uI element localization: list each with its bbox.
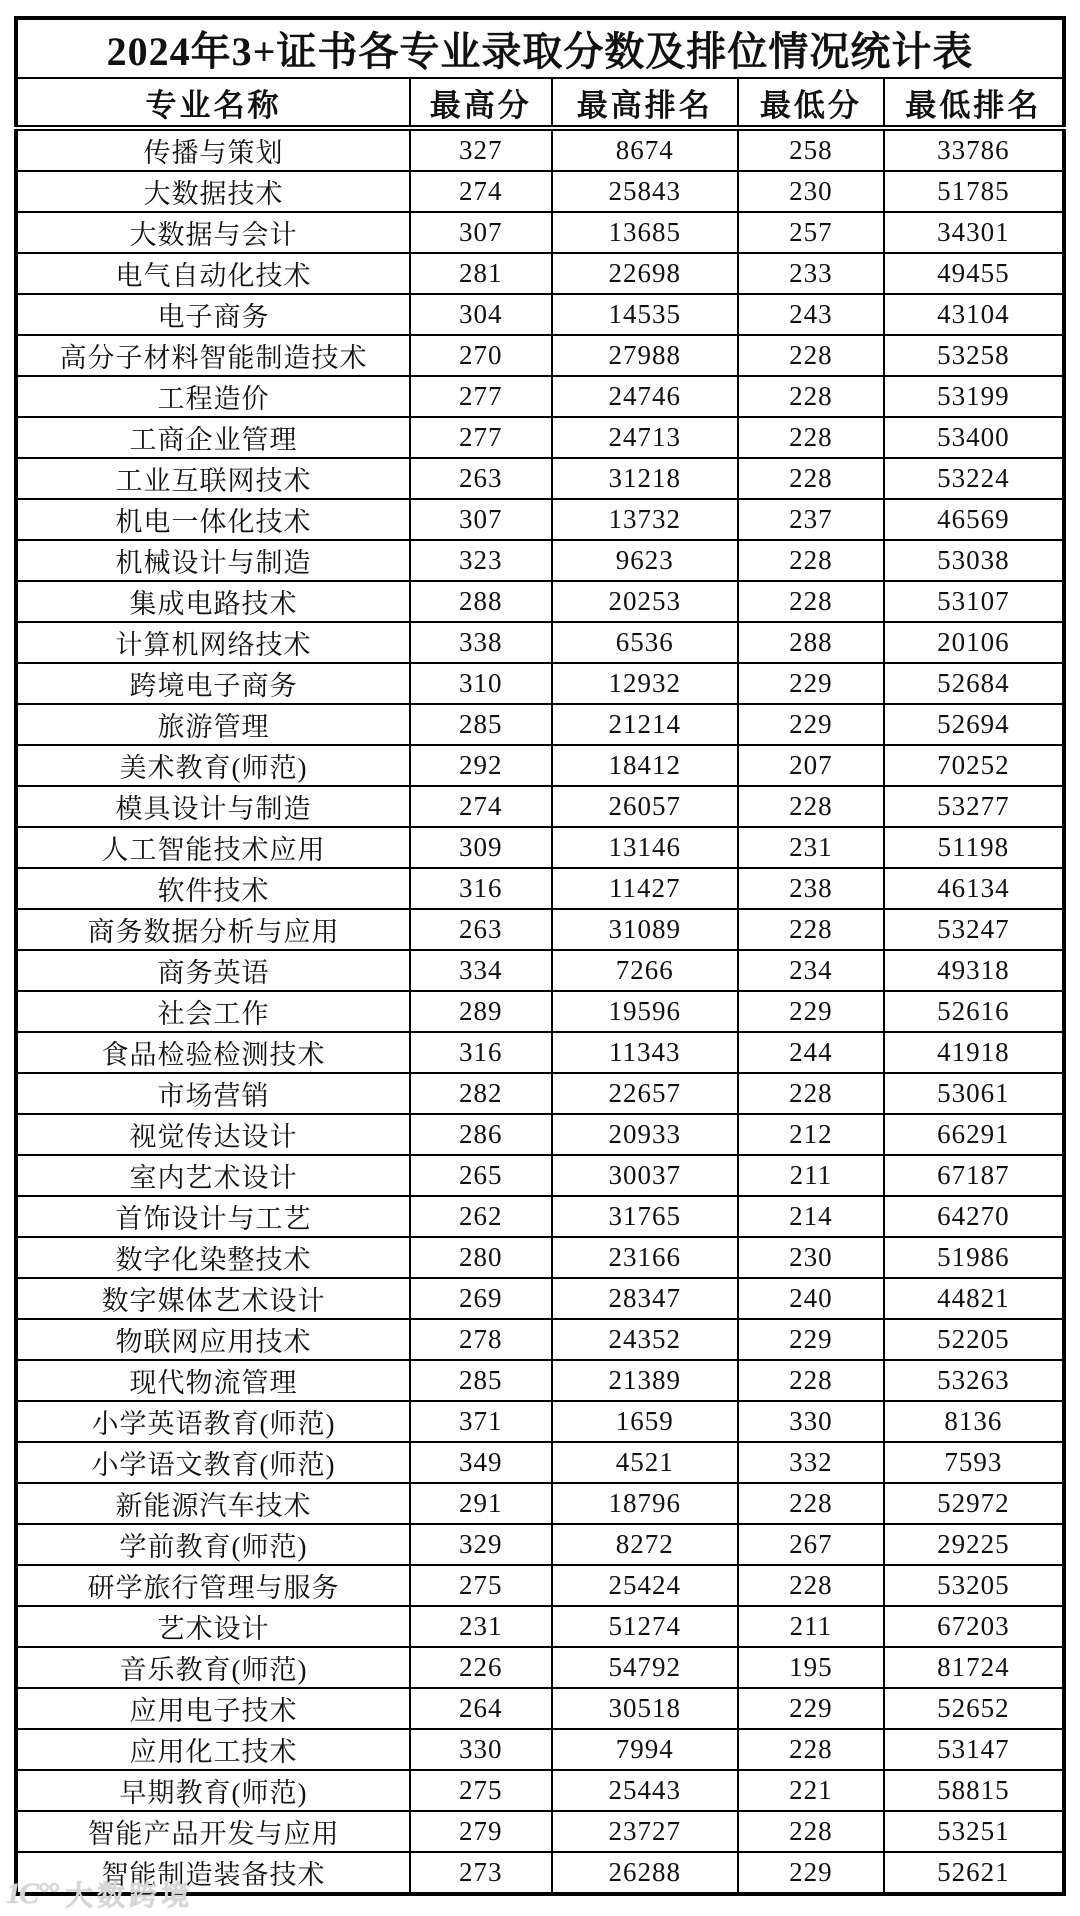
min-rank-cell: 81724 [884, 1647, 1064, 1688]
min-score-cell: 288 [738, 622, 884, 663]
max-score-cell: 264 [410, 1688, 551, 1729]
major-name-cell: 现代物流管理 [16, 1360, 410, 1401]
min-score-cell: 228 [738, 1073, 884, 1114]
max-score-cell: 285 [410, 1360, 551, 1401]
column-header-max-rank: 最高排名 [552, 78, 739, 128]
min-score-cell: 229 [738, 1852, 884, 1894]
min-score-cell: 228 [738, 1483, 884, 1524]
major-name-cell: 集成电路技术 [16, 581, 410, 622]
major-name-cell: 电气自动化技术 [16, 253, 410, 294]
table-row [16, 745, 1064, 786]
major-name-cell: 工商企业管理 [16, 417, 410, 458]
major-name-cell: 机械设计与制造 [16, 540, 410, 581]
min-rank-cell: 53038 [884, 540, 1064, 581]
major-name-cell: 计算机网络技术 [16, 622, 410, 663]
min-score-cell: 332 [738, 1442, 884, 1483]
min-score-cell: 229 [738, 663, 884, 704]
min-score-cell: 267 [738, 1524, 884, 1565]
min-rank-cell: 52205 [884, 1319, 1064, 1360]
max-score-cell: 371 [410, 1401, 551, 1442]
column-header-min-score: 最低分 [738, 78, 884, 128]
max-rank-cell: 31765 [552, 1196, 739, 1237]
min-rank-cell: 58815 [884, 1770, 1064, 1811]
table-header-row [16, 78, 1064, 128]
max-score-cell: 277 [410, 417, 551, 458]
min-rank-cell: 49455 [884, 253, 1064, 294]
min-score-cell: 228 [738, 1565, 884, 1606]
min-score-cell: 231 [738, 827, 884, 868]
min-rank-cell: 53147 [884, 1729, 1064, 1770]
table-row [16, 335, 1064, 376]
max-score-cell: 265 [410, 1155, 551, 1196]
min-rank-cell: 34301 [884, 212, 1064, 253]
min-score-cell: 240 [738, 1278, 884, 1319]
max-rank-cell: 4521 [552, 1442, 739, 1483]
column-header-max-score: 最高分 [410, 78, 551, 128]
column-header-major-name: 专业名称 [16, 78, 410, 128]
min-rank-cell: 53205 [884, 1565, 1064, 1606]
max-rank-cell: 24713 [552, 417, 739, 458]
max-rank-cell: 12932 [552, 663, 739, 704]
min-score-cell: 214 [738, 1196, 884, 1237]
min-rank-cell: 52652 [884, 1688, 1064, 1729]
max-rank-cell: 18796 [552, 1483, 739, 1524]
max-rank-cell: 27988 [552, 335, 739, 376]
min-score-cell: 212 [738, 1114, 884, 1155]
major-name-cell: 商务英语 [16, 950, 410, 991]
table-row [16, 171, 1064, 212]
max-score-cell: 309 [410, 827, 551, 868]
min-rank-cell: 49318 [884, 950, 1064, 991]
table-row [16, 1401, 1064, 1442]
table-row [16, 499, 1064, 540]
max-rank-cell: 11343 [552, 1032, 739, 1073]
table-row [16, 376, 1064, 417]
min-score-cell: 228 [738, 335, 884, 376]
major-name-cell: 工业互联网技术 [16, 458, 410, 499]
min-score-cell: 258 [738, 128, 884, 171]
major-name-cell: 工程造价 [16, 376, 410, 417]
min-rank-cell: 53061 [884, 1073, 1064, 1114]
min-rank-cell: 70252 [884, 745, 1064, 786]
max-score-cell: 285 [410, 704, 551, 745]
admission-stats-table [14, 16, 1066, 1896]
table-row [16, 1811, 1064, 1852]
table-row [16, 1155, 1064, 1196]
major-name-cell: 室内艺术设计 [16, 1155, 410, 1196]
max-score-cell: 280 [410, 1237, 551, 1278]
max-rank-cell: 18412 [552, 745, 739, 786]
major-name-cell: 食品检验检测技术 [16, 1032, 410, 1073]
min-rank-cell: 41918 [884, 1032, 1064, 1073]
major-name-cell: 人工智能技术应用 [16, 827, 410, 868]
max-rank-cell: 8674 [552, 128, 739, 171]
max-rank-cell: 7994 [552, 1729, 739, 1770]
min-score-cell: 228 [738, 1811, 884, 1852]
min-score-cell: 229 [738, 1688, 884, 1729]
major-name-cell: 小学语文教育(师范) [16, 1442, 410, 1483]
min-rank-cell: 51198 [884, 827, 1064, 868]
table-row [16, 1442, 1064, 1483]
max-rank-cell: 13685 [552, 212, 739, 253]
table-row [16, 253, 1064, 294]
major-name-cell: 小学英语教育(师范) [16, 1401, 410, 1442]
table-row [16, 1319, 1064, 1360]
max-score-cell: 279 [410, 1811, 551, 1852]
max-score-cell: 307 [410, 212, 551, 253]
max-rank-cell: 30518 [552, 1688, 739, 1729]
min-rank-cell: 53263 [884, 1360, 1064, 1401]
table-row [16, 1565, 1064, 1606]
table-row [16, 1073, 1064, 1114]
min-score-cell: 229 [738, 991, 884, 1032]
min-score-cell: 228 [738, 540, 884, 581]
table-row [16, 868, 1064, 909]
min-score-cell: 228 [738, 581, 884, 622]
min-rank-cell: 52684 [884, 663, 1064, 704]
major-name-cell: 软件技术 [16, 868, 410, 909]
major-name-cell: 物联网应用技术 [16, 1319, 410, 1360]
major-name-cell: 市场营销 [16, 1073, 410, 1114]
max-score-cell: 292 [410, 745, 551, 786]
major-name-cell: 智能制造装备技术 [16, 1852, 410, 1894]
min-score-cell: 211 [738, 1606, 884, 1647]
major-name-cell: 新能源汽车技术 [16, 1483, 410, 1524]
major-name-cell: 美术教育(师范) [16, 745, 410, 786]
major-name-cell: 应用化工技术 [16, 1729, 410, 1770]
major-name-cell: 视觉传达设计 [16, 1114, 410, 1155]
min-score-cell: 207 [738, 745, 884, 786]
max-score-cell: 263 [410, 458, 551, 499]
max-rank-cell: 8272 [552, 1524, 739, 1565]
table-row [16, 1360, 1064, 1401]
column-header-min-rank: 最低排名 [884, 78, 1064, 128]
max-rank-cell: 20253 [552, 581, 739, 622]
min-score-cell: 228 [738, 786, 884, 827]
max-score-cell: 262 [410, 1196, 551, 1237]
min-rank-cell: 52972 [884, 1483, 1064, 1524]
watermark-logo-icon: 1C°° [6, 1877, 58, 1910]
table-row [16, 909, 1064, 950]
table-row [16, 950, 1064, 991]
table-row [16, 991, 1064, 1032]
max-rank-cell: 26288 [552, 1852, 739, 1894]
max-rank-cell: 25424 [552, 1565, 739, 1606]
major-name-cell: 早期教育(师范) [16, 1770, 410, 1811]
min-score-cell: 195 [738, 1647, 884, 1688]
table-row [16, 1278, 1064, 1319]
watermark [6, 1874, 193, 1914]
max-score-cell: 286 [410, 1114, 551, 1155]
table-row [16, 1729, 1064, 1770]
min-score-cell: 244 [738, 1032, 884, 1073]
min-rank-cell: 46569 [884, 499, 1064, 540]
table-row [16, 212, 1064, 253]
min-score-cell: 228 [738, 376, 884, 417]
max-score-cell: 316 [410, 1032, 551, 1073]
min-rank-cell: 46134 [884, 868, 1064, 909]
major-name-cell: 跨境电子商务 [16, 663, 410, 704]
watermark-text: 大数跨境 [65, 1881, 194, 1912]
max-rank-cell: 24352 [552, 1319, 739, 1360]
max-score-cell: 282 [410, 1073, 551, 1114]
min-score-cell: 228 [738, 417, 884, 458]
max-rank-cell: 26057 [552, 786, 739, 827]
min-rank-cell: 66291 [884, 1114, 1064, 1155]
table-row [16, 827, 1064, 868]
max-rank-cell: 7266 [552, 950, 739, 991]
min-score-cell: 230 [738, 171, 884, 212]
max-rank-cell: 22698 [552, 253, 739, 294]
table-row [16, 581, 1064, 622]
major-name-cell: 旅游管理 [16, 704, 410, 745]
max-rank-cell: 24746 [552, 376, 739, 417]
major-name-cell: 传播与策划 [16, 128, 410, 171]
min-rank-cell: 67203 [884, 1606, 1064, 1647]
max-score-cell: 274 [410, 786, 551, 827]
max-rank-cell: 31089 [552, 909, 739, 950]
table-row [16, 1114, 1064, 1155]
min-score-cell: 228 [738, 909, 884, 950]
table-row [16, 1606, 1064, 1647]
max-score-cell: 231 [410, 1606, 551, 1647]
table-row [16, 1524, 1064, 1565]
max-rank-cell: 13732 [552, 499, 739, 540]
major-name-cell: 高分子材料智能制造技术 [16, 335, 410, 376]
max-score-cell: 277 [410, 376, 551, 417]
min-rank-cell: 53247 [884, 909, 1064, 950]
max-rank-cell: 13146 [552, 827, 739, 868]
max-rank-cell: 31218 [552, 458, 739, 499]
min-rank-cell: 20106 [884, 622, 1064, 663]
max-score-cell: 334 [410, 950, 551, 991]
table-row [16, 540, 1064, 581]
max-rank-cell: 25443 [552, 1770, 739, 1811]
max-score-cell: 288 [410, 581, 551, 622]
min-score-cell: 243 [738, 294, 884, 335]
min-score-cell: 228 [738, 1729, 884, 1770]
table-row [16, 663, 1064, 704]
table-body [16, 128, 1064, 1894]
max-score-cell: 330 [410, 1729, 551, 1770]
table-row [16, 622, 1064, 663]
min-rank-cell: 53277 [884, 786, 1064, 827]
min-score-cell: 234 [738, 950, 884, 991]
min-score-cell: 237 [738, 499, 884, 540]
table-row [16, 128, 1064, 171]
major-name-cell: 模具设计与制造 [16, 786, 410, 827]
max-score-cell: 327 [410, 128, 551, 171]
table-row [16, 294, 1064, 335]
table-row [16, 1770, 1064, 1811]
min-score-cell: 229 [738, 1319, 884, 1360]
major-name-cell: 社会工作 [16, 991, 410, 1032]
major-name-cell: 电子商务 [16, 294, 410, 335]
table-row [16, 1032, 1064, 1073]
max-score-cell: 349 [410, 1442, 551, 1483]
min-rank-cell: 53107 [884, 581, 1064, 622]
max-rank-cell: 1659 [552, 1401, 739, 1442]
max-score-cell: 263 [410, 909, 551, 950]
max-rank-cell: 51274 [552, 1606, 739, 1647]
min-rank-cell: 67187 [884, 1155, 1064, 1196]
major-name-cell: 研学旅行管理与服务 [16, 1565, 410, 1606]
max-score-cell: 270 [410, 335, 551, 376]
max-score-cell: 316 [410, 868, 551, 909]
min-rank-cell: 64270 [884, 1196, 1064, 1237]
major-name-cell: 智能产品开发与应用 [16, 1811, 410, 1852]
max-rank-cell: 9623 [552, 540, 739, 581]
major-name-cell: 首饰设计与工艺 [16, 1196, 410, 1237]
min-rank-cell: 53251 [884, 1811, 1064, 1852]
min-rank-cell: 29225 [884, 1524, 1064, 1565]
table-row [16, 417, 1064, 458]
max-score-cell: 273 [410, 1852, 551, 1894]
min-score-cell: 330 [738, 1401, 884, 1442]
min-score-cell: 230 [738, 1237, 884, 1278]
min-rank-cell: 44821 [884, 1278, 1064, 1319]
max-rank-cell: 23727 [552, 1811, 739, 1852]
table-row [16, 786, 1064, 827]
max-score-cell: 274 [410, 171, 551, 212]
min-rank-cell: 33786 [884, 128, 1064, 171]
table-title-row [16, 18, 1064, 78]
max-score-cell: 278 [410, 1319, 551, 1360]
min-rank-cell: 53224 [884, 458, 1064, 499]
max-rank-cell: 6536 [552, 622, 739, 663]
max-rank-cell: 19596 [552, 991, 739, 1032]
min-rank-cell: 53199 [884, 376, 1064, 417]
table-title: 2024年3+证书各专业录取分数及排位情况统计表 [16, 18, 1064, 78]
min-score-cell: 211 [738, 1155, 884, 1196]
max-score-cell: 338 [410, 622, 551, 663]
major-name-cell: 艺术设计 [16, 1606, 410, 1647]
major-name-cell: 大数据与会计 [16, 212, 410, 253]
max-rank-cell: 30037 [552, 1155, 739, 1196]
max-rank-cell: 20933 [552, 1114, 739, 1155]
min-rank-cell: 52616 [884, 991, 1064, 1032]
min-rank-cell: 43104 [884, 294, 1064, 335]
major-name-cell: 学前教育(师范) [16, 1524, 410, 1565]
min-rank-cell: 8136 [884, 1401, 1064, 1442]
major-name-cell: 数字化染整技术 [16, 1237, 410, 1278]
min-rank-cell: 53258 [884, 335, 1064, 376]
min-rank-cell: 52621 [884, 1852, 1064, 1894]
min-score-cell: 257 [738, 212, 884, 253]
min-rank-cell: 7593 [884, 1442, 1064, 1483]
max-rank-cell: 54792 [552, 1647, 739, 1688]
max-rank-cell: 11427 [552, 868, 739, 909]
table-row [16, 1196, 1064, 1237]
min-rank-cell: 51986 [884, 1237, 1064, 1278]
table-row [16, 1647, 1064, 1688]
min-rank-cell: 53400 [884, 417, 1064, 458]
major-name-cell: 机电一体化技术 [16, 499, 410, 540]
max-score-cell: 289 [410, 991, 551, 1032]
major-name-cell: 数字媒体艺术设计 [16, 1278, 410, 1319]
max-rank-cell: 21214 [552, 704, 739, 745]
min-rank-cell: 51785 [884, 171, 1064, 212]
max-rank-cell: 28347 [552, 1278, 739, 1319]
min-score-cell: 221 [738, 1770, 884, 1811]
max-score-cell: 329 [410, 1524, 551, 1565]
min-score-cell: 228 [738, 1360, 884, 1401]
min-score-cell: 238 [738, 868, 884, 909]
table-row [16, 1688, 1064, 1729]
max-score-cell: 269 [410, 1278, 551, 1319]
table-row [16, 1237, 1064, 1278]
min-score-cell: 228 [738, 458, 884, 499]
min-score-cell: 233 [738, 253, 884, 294]
max-rank-cell: 22657 [552, 1073, 739, 1114]
max-score-cell: 275 [410, 1770, 551, 1811]
table-row [16, 458, 1064, 499]
max-rank-cell: 25843 [552, 171, 739, 212]
major-name-cell: 音乐教育(师范) [16, 1647, 410, 1688]
max-score-cell: 307 [410, 499, 551, 540]
major-name-cell: 应用电子技术 [16, 1688, 410, 1729]
table-row [16, 704, 1064, 745]
max-score-cell: 310 [410, 663, 551, 704]
max-score-cell: 304 [410, 294, 551, 335]
max-score-cell: 281 [410, 253, 551, 294]
max-score-cell: 275 [410, 1565, 551, 1606]
max-score-cell: 323 [410, 540, 551, 581]
max-rank-cell: 21389 [552, 1360, 739, 1401]
max-rank-cell: 14535 [552, 294, 739, 335]
table-row [16, 1483, 1064, 1524]
major-name-cell: 大数据技术 [16, 171, 410, 212]
max-rank-cell: 23166 [552, 1237, 739, 1278]
major-name-cell: 商务数据分析与应用 [16, 909, 410, 950]
min-rank-cell: 52694 [884, 704, 1064, 745]
max-score-cell: 291 [410, 1483, 551, 1524]
max-score-cell: 226 [410, 1647, 551, 1688]
min-score-cell: 229 [738, 704, 884, 745]
